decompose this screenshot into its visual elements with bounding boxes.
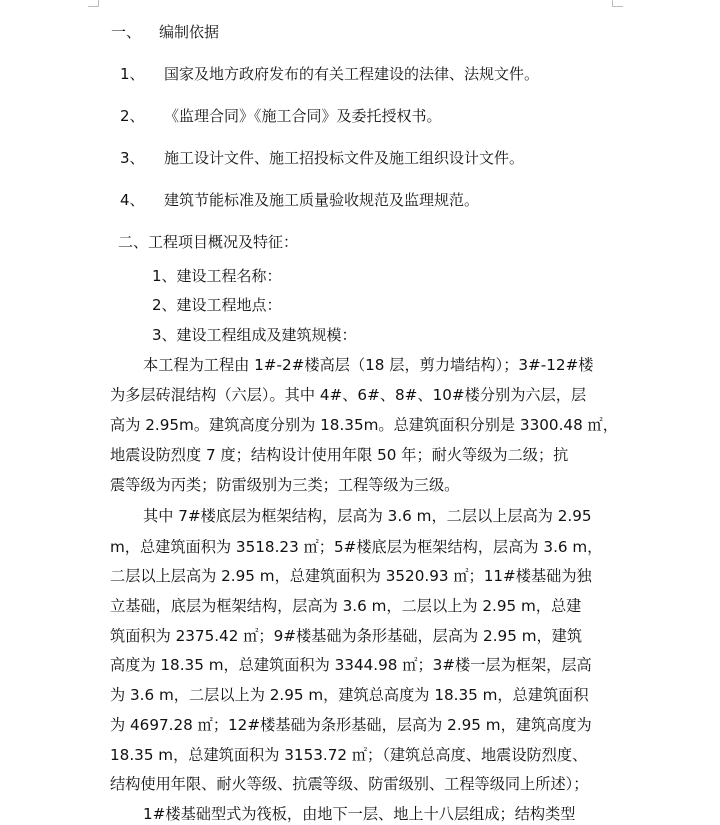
list-item-text: 施工设计文件、施工招投标文件及施工组织设计文件。 — [164, 149, 525, 167]
paragraph-line: 地震设防烈度 7 度；结构设计使用年限 50 年；耐火等级为二级；抗 — [110, 446, 569, 464]
section-heading-1 — [111, 22, 219, 42]
paragraph-line: m，总建筑面积为 3518.23 ㎡；5#楼底层为框架结构，层高为 3.6 m， — [110, 538, 603, 556]
paragraph-line: 为 4697.28 ㎡；12#楼基础为条形基础，层高为 2.95 m，建筑高度为 — [110, 716, 592, 734]
paragraph-line: 二层以上层高为 2.95 m，总建筑面积为 3520.93 ㎡；11#楼基础为独 — [110, 567, 592, 585]
section-heading-number: 一、 — [111, 23, 142, 41]
paragraph-line: 18.35 m，总建筑面积为 3153.72 ㎡；（建筑总高度、地震设防烈度、 — [110, 746, 588, 764]
list-item-number: 1、 — [120, 65, 145, 83]
paragraph-line: 其中 7#楼底层为框架结构，层高为 3.6 m，二层以上层高为 2.95 — [143, 507, 592, 525]
paragraph-line: 高度为 18.35 m，总建筑面积为 3344.98 ㎡；3#楼一层为框架，层高 — [110, 656, 592, 674]
paragraph-line: 本工程为工程由 1#-2#楼高层（18 层，剪力墙结构）；3#-12#楼 — [143, 356, 594, 374]
sub-item-project-composition: 3、建设工程组成及建筑规模： — [152, 326, 357, 344]
paragraph-line: 筑面积为 2375.42 ㎡；9#楼基础为条形基础，层高为 2.95 m，建筑 — [110, 627, 583, 645]
page-corner-mark-right — [612, 0, 623, 7]
list-item-text: 国家及地方政府发布的有关工程建设的法律、法规文件。 — [164, 65, 540, 83]
sub-item-project-location: 2、建设工程地点： — [152, 296, 282, 314]
list-item-text: 建筑节能标准及施工质量验收规范及监理规范。 — [164, 191, 480, 209]
page-corner-mark-left — [88, 0, 99, 7]
list-item — [120, 148, 524, 168]
paragraph-line: 结构使用年限、耐火等级、抗震等级、防雷级别、工程等级同上所述）； — [110, 775, 589, 793]
paragraph-line: 立基础，底层为框架结构，层高为 3.6 m，二层以上为 2.95 m，总建 — [110, 597, 582, 615]
paragraph-line: 1#楼基础型式为筏板，由地下一层、地上十八层组成；结构类型 — [143, 805, 576, 823]
list-item — [120, 190, 479, 210]
list-item-text: 《监理合同》《施工合同》及委托授权书。 — [164, 107, 442, 125]
paragraph-line: 为 3.6 m，二层以上为 2.95 m，建筑总高度为 18.35 m，总建筑面积 — [110, 686, 589, 704]
list-item-number: 3、 — [120, 149, 145, 167]
paragraph-line: 震等级为丙类；防雷级别为三类；工程等级为三级。 — [110, 476, 460, 494]
list-item-number: 2、 — [120, 107, 145, 125]
section-heading-text: 编制依据 — [159, 23, 220, 41]
paragraph-line: 为多层砖混结构（六层）。其中 4#、6#、8#、10#楼分别为六层，层 — [110, 386, 587, 404]
paragraph-line: 高为 2.95m。建筑高度分别为 18.35m。总建筑面积分别是 3300.48 ㎡， — [110, 416, 618, 434]
list-item — [120, 106, 442, 126]
list-item — [120, 64, 539, 84]
section-heading-2: 二、工程项目概况及特征： — [118, 233, 299, 251]
sub-item-project-name: 1、建设工程名称： — [152, 267, 282, 285]
list-item-number: 4、 — [120, 191, 145, 209]
